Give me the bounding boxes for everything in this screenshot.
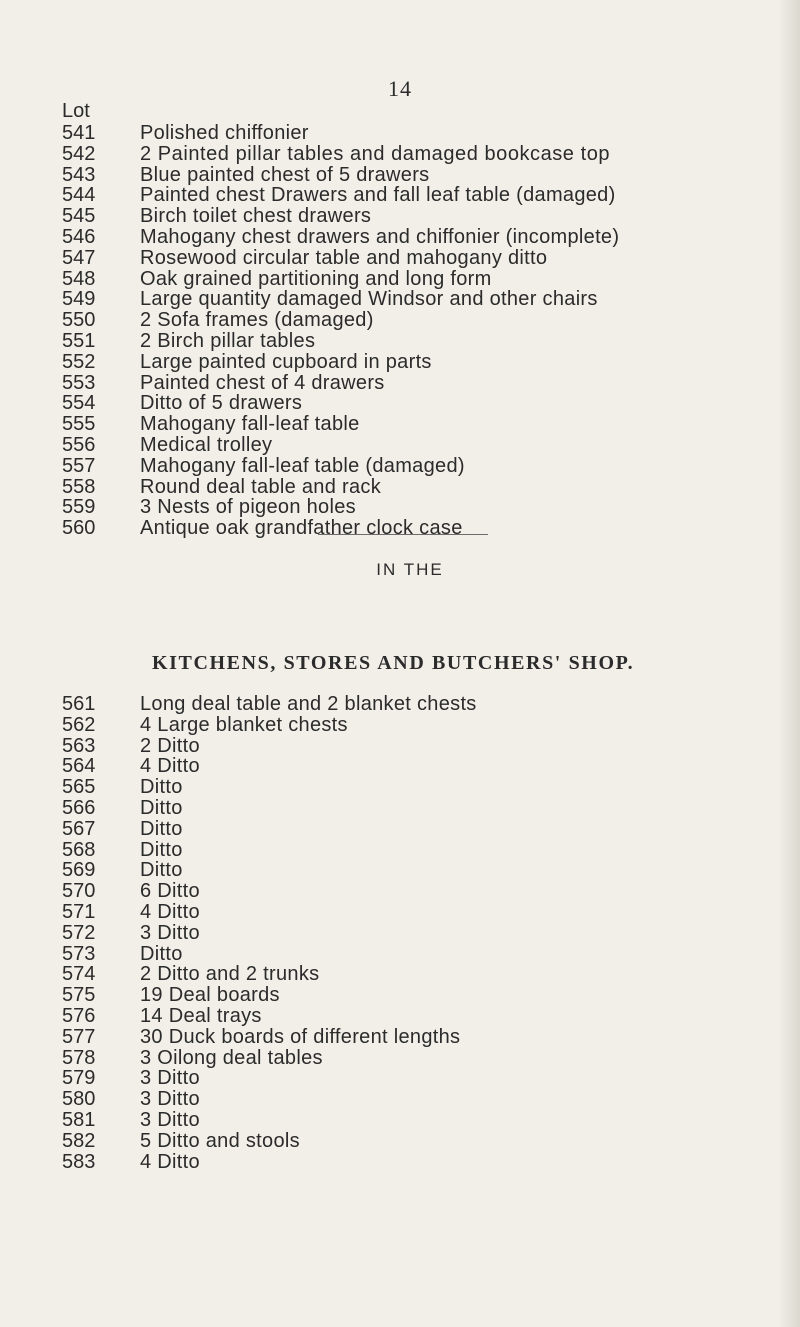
lot-number: 581 [62,1108,96,1131]
lot-number: 543 [62,163,96,186]
list-item [62,185,619,206]
lot-number: 566 [62,796,96,819]
lot-description: Mahogany fall-leaf table [140,413,360,436]
lot-description: Ditto [140,942,183,965]
list-item [62,1068,477,1089]
list-item [62,1006,477,1027]
lot-description: 3 Ditto [140,1108,200,1131]
lot-number: 559 [62,496,96,519]
list-item [62,165,619,186]
lot-number: 561 [62,693,96,715]
lot-number: 569 [62,859,96,882]
lot-description: Blue painted chest of 5 drawers [140,163,430,186]
list-item [62,331,619,352]
lot-number: 549 [62,288,96,311]
list-item [62,736,477,757]
list-item [62,227,619,248]
lot-description: Large quantity damaged Windsor and other chairs [140,288,598,311]
lot-number: 575 [62,984,96,1007]
list-item [62,123,619,144]
lot-number: 564 [62,755,96,778]
lot-number: 571 [62,900,96,923]
lot-number: 546 [62,225,96,248]
lot-number: 541 [62,122,96,144]
lot-number: 578 [62,1046,96,1069]
lot-number: 562 [62,713,96,736]
lot-description: Ditto [140,776,183,799]
list-item [62,206,619,227]
lot-description: Ditto [140,838,183,861]
list-item [62,144,619,165]
list-item [62,518,619,539]
list-item [62,310,619,331]
lot-number: 574 [62,963,96,986]
lot-number: 572 [62,921,96,944]
lot-number: 550 [62,309,96,332]
lot-description: 19 Deal boards [140,984,280,1007]
lot-number: 557 [62,454,96,477]
lot-description: Antique oak grandfather clock case [140,517,463,540]
lot-description: Large painted cupboard in parts [140,350,432,373]
lot-number: 551 [62,329,96,352]
lot-number: 570 [62,880,96,903]
list-item [62,923,477,944]
lot-number: 567 [62,817,96,840]
list-item [62,798,477,819]
list-item [62,1110,477,1131]
list-item [62,414,619,435]
lot-number: 560 [62,517,96,540]
lot-description: 2 Ditto and 2 trunks [140,963,320,986]
list-item [62,860,477,881]
lot-description: 3 Ditto [140,921,200,944]
lot-description: 30 Duck boards of different lengths [140,1025,461,1048]
lot-description: 4 Large blanket chests [140,713,348,736]
lot-number: 583 [62,1150,96,1173]
lot-description: 3 Ditto [140,1088,200,1111]
lot-number: 582 [62,1129,96,1152]
list-item [62,435,619,456]
list-item [62,393,619,414]
lot-description: Ditto [140,817,183,840]
lot-number: 548 [62,267,96,290]
list-item [62,756,477,777]
lot-description: Long deal table and 2 blanket chests [140,693,477,715]
list-item [62,777,477,798]
lot-description: Oak grained partitioning and long form [140,267,492,290]
list-item [62,248,619,269]
list-item [62,289,619,310]
lot-description: 4 Ditto [140,1150,200,1173]
lot-number: 547 [62,246,96,269]
list-item [62,373,619,394]
section-prefix: IN THE [376,560,444,579]
lot-number: 544 [62,184,96,207]
lot-description: Ditto [140,796,183,819]
page-number: 14 [388,76,412,101]
lot-description: Rosewood circular table and mahogany ditto [140,246,548,269]
lot-number: 555 [62,413,96,436]
lot-number: 563 [62,734,96,757]
lot-description: Painted chest of 4 drawers [140,371,385,394]
lot-description: 3 Nests of pigeon holes [140,496,356,519]
list-item [62,477,619,498]
lot-number: 556 [62,433,96,456]
lot-number: 553 [62,371,96,394]
lot-description: 2 Sofa frames (damaged) [140,309,374,332]
list-item [62,840,477,861]
lot-description: 5 Ditto and stools [140,1129,300,1152]
lot-description: Mahogany fall-leaf table (damaged) [140,454,465,477]
lot-description: 2 Ditto [140,734,200,757]
lot-number: 573 [62,942,96,965]
list-item [62,964,477,985]
lot-description: 3 Oilong deal tables [140,1046,323,1069]
list-item [62,1131,477,1152]
lot-description: Ditto [140,859,183,882]
lot-number: 577 [62,1025,96,1048]
lot-description: 2 Birch pillar tables [140,329,316,352]
lot-description: 3 Ditto [140,1067,200,1090]
list-item [62,497,619,518]
list-item [62,944,477,965]
lot-number: 558 [62,475,96,498]
list-item [62,1027,477,1048]
lot-description: 6 Ditto [140,880,200,903]
list-item [62,1152,477,1173]
lot-number: 554 [62,392,96,415]
lot-number: 552 [62,350,96,373]
section-divider [318,534,488,535]
lot-number: 542 [62,142,96,165]
lot-description: 4 Ditto [140,755,200,778]
lot-description: Painted chest Drawers and fall leaf table (damaged) [140,184,616,207]
lot-description: Medical trolley [140,433,273,456]
list-item [62,352,619,373]
list-item [62,269,619,290]
lot-number: 545 [62,205,96,228]
lot-description: Mahogany chest drawers and chiffonier (incomplete) [140,225,620,248]
list-item [62,1089,477,1110]
lot-description: Birch toilet chest drawers [140,205,372,228]
list-item [62,715,477,736]
lot-description: Polished chiffonier [140,122,309,144]
list-item [62,985,477,1006]
lot-description: 4 Ditto [140,900,200,923]
section-title: KITCHENS, STORES AND BUTCHERS' SHOP. [152,652,635,674]
lot-number: 568 [62,838,96,861]
list-item [62,694,477,715]
list-item [62,819,477,840]
lot-description: Ditto of 5 drawers [140,392,303,415]
lot-number: 579 [62,1067,96,1090]
list-item [62,881,477,902]
lot-list-part1 [62,123,619,539]
list-item [62,902,477,923]
lot-description: 14 Deal trays [140,1004,262,1027]
list-item [62,1048,477,1069]
lot-list-part2 [62,694,477,1172]
lot-number: 576 [62,1004,96,1027]
lot-number: 565 [62,776,96,799]
lot-number: 580 [62,1088,96,1111]
lot-column-header: Lot [62,100,90,122]
lot-description: Round deal table and rack [140,475,381,498]
page-edge-shadow [778,0,800,1327]
lot-description: 2 Painted pillar tables and damaged bookcase top [140,142,611,165]
list-item [62,456,619,477]
